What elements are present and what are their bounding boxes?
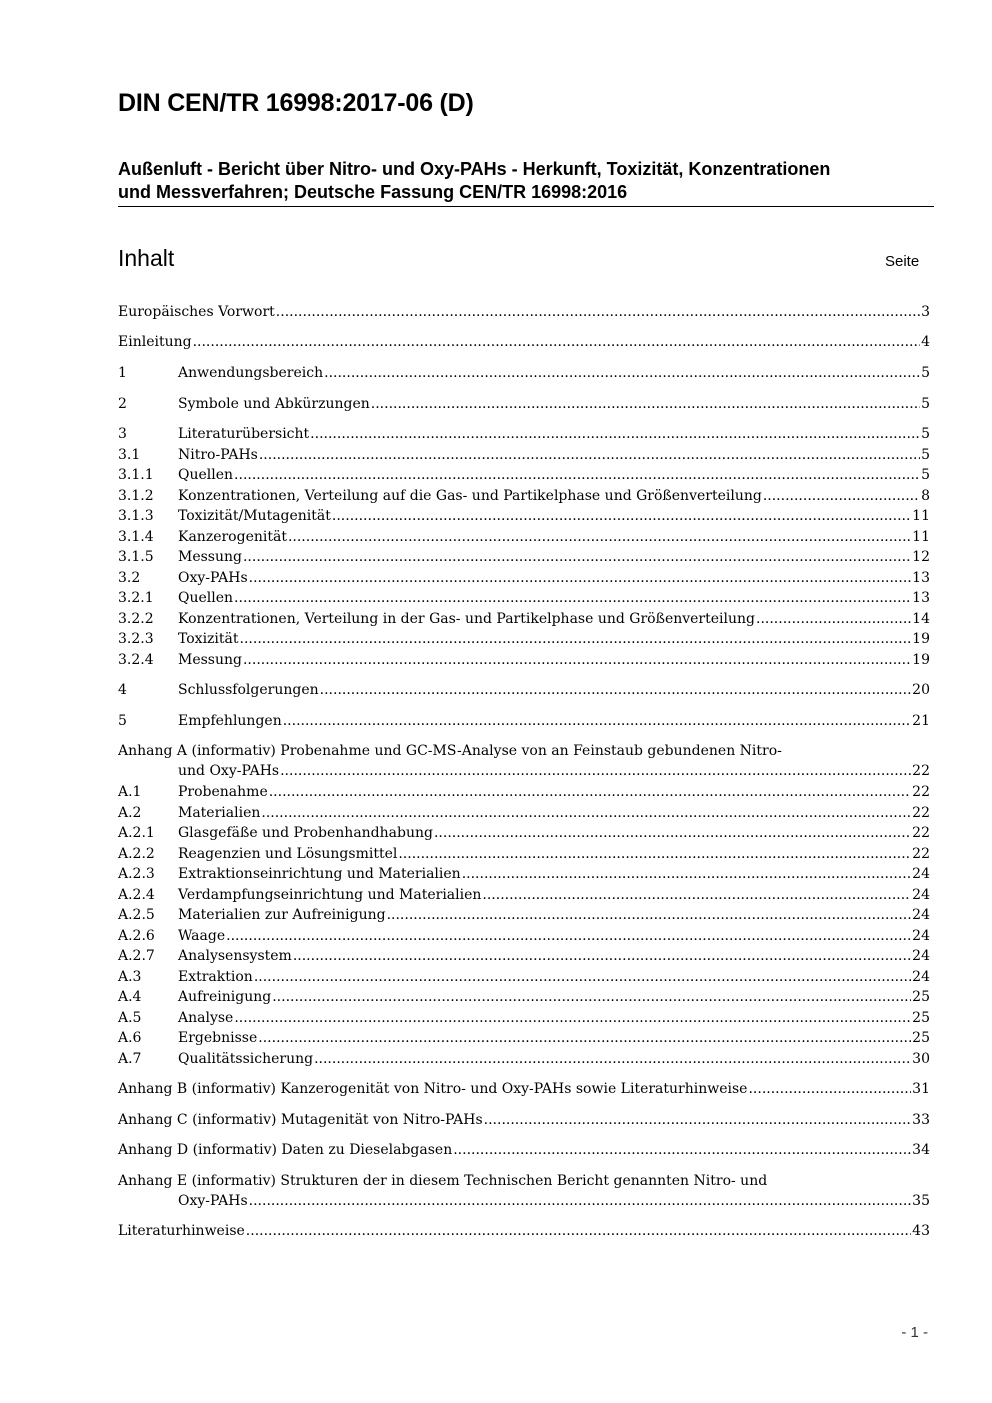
toc-entry-number: A.2.1	[118, 825, 155, 841]
toc-entry-title: Empfehlungen	[178, 713, 282, 729]
toc-leader-dots	[332, 506, 911, 526]
toc-entry-title: Schlussfolgerungen	[178, 682, 319, 698]
toc-entry-title: Ergebnisse	[178, 1030, 258, 1046]
toc-leader-dots	[234, 1008, 911, 1028]
toc-leader-dots	[259, 445, 920, 465]
toc-entry-number: 3.2.3	[118, 631, 154, 647]
toc-entry-title: Toxizität	[178, 631, 239, 647]
toc-entry[interactable]	[118, 1049, 930, 1069]
toc-leader-dots	[234, 465, 920, 485]
toc-entry[interactable]	[118, 1028, 930, 1048]
toc-entry[interactable]	[118, 394, 930, 414]
toc-entry-page: 21	[912, 713, 930, 729]
toc-entry-number: 3.1.2	[118, 488, 154, 504]
toc-entry-page: 24	[912, 907, 930, 923]
toc-entry-title: Analysensystem	[178, 948, 292, 964]
toc-entry-page: 25	[912, 1030, 930, 1046]
toc-entry-title: Messung	[178, 549, 242, 565]
toc-leader-dots	[254, 967, 911, 987]
toc-entry-title: Anhang C (informativ) Mutagenität von Nitro-PAHs	[118, 1112, 483, 1128]
toc-entry[interactable]	[118, 680, 930, 700]
toc-entry-page: 22	[912, 805, 930, 821]
toc-entry[interactable]	[118, 905, 930, 925]
toc-entry-title: Quellen	[178, 467, 234, 483]
toc-leader-dots	[484, 1110, 912, 1130]
toc-leader-dots	[387, 905, 912, 925]
toc-entry[interactable]	[118, 629, 930, 649]
toc-entry[interactable]	[118, 782, 930, 802]
toc-leader-dots	[276, 302, 920, 322]
toc-entry-title: Quellen	[178, 590, 234, 606]
toc-entry-page: 20	[912, 682, 930, 698]
toc-entry-page: 5	[921, 426, 930, 442]
toc-entry-title: Symbole und Abkürzungen	[178, 396, 370, 412]
toc-entry[interactable]	[118, 588, 930, 608]
toc-entry[interactable]	[118, 741, 930, 781]
toc-entry-page: 22	[912, 846, 930, 862]
toc-entry[interactable]	[118, 1221, 930, 1241]
toc-entry-page: 8	[921, 488, 930, 504]
toc-entry[interactable]	[118, 363, 930, 383]
toc-entry-title: Materialien zur Aufreinigung	[178, 907, 386, 923]
toc-leader-dots	[453, 1140, 911, 1160]
toc-entry[interactable]	[118, 568, 930, 588]
toc-entry-page: 14	[912, 611, 930, 627]
toc-entry-page: 22	[912, 825, 930, 841]
toc-entry-number: A.4	[118, 989, 142, 1005]
toc-entry-number: A.2.3	[118, 866, 155, 882]
toc-entry-number: A.6	[118, 1030, 142, 1046]
toc-leader-dots	[261, 803, 911, 823]
toc-entry[interactable]	[118, 1140, 930, 1160]
toc-leader-dots	[310, 424, 920, 444]
toc-entry-title: Materialien	[178, 805, 261, 821]
toc-entry-page: 5	[921, 447, 930, 463]
toc-entry-number: 2	[118, 396, 127, 412]
toc-entry-title-continued: Oxy-PAHs	[178, 1193, 248, 1209]
toc-heading: Inhalt	[118, 245, 175, 271]
toc-entry-number: A.2.6	[118, 928, 155, 944]
toc-entry-page: 12	[912, 549, 930, 565]
toc-entry-title: Anhang D (informativ) Daten zu Dieselabgasen	[118, 1142, 453, 1158]
toc-leader-dots	[249, 568, 912, 588]
toc-leader-dots	[240, 629, 912, 649]
toc-entry-page: 11	[912, 508, 930, 524]
document-subtitle	[118, 158, 938, 204]
toc-entry-page: 5	[921, 396, 930, 412]
toc-entry-page: 3	[921, 304, 930, 320]
toc-entry-title: Anwendungsbereich	[178, 365, 324, 381]
toc-entry[interactable]	[118, 967, 930, 987]
toc-entry-page: 5	[921, 467, 930, 483]
toc-leader-dots	[272, 987, 911, 1007]
toc-entry-title: Reagenzien und Lösungsmittel	[178, 846, 398, 862]
toc-leader-dots	[763, 486, 920, 506]
subtitle-line-2: und Messverfahren; Deutsche Fassung CEN/TR 16998:2016	[118, 182, 628, 202]
document-id: DIN CEN/TR 16998:2017-06 (D)	[118, 89, 474, 117]
toc-entry-title: Anhang A (informativ) Probenahme und GC-MS-Analyse von an Feinstaub gebundenen Nitro-	[118, 743, 782, 759]
toc-entry-number: 3.1.4	[118, 529, 154, 545]
toc-entry-page: 19	[912, 631, 930, 647]
toc-entry-title: Nitro-PAHs	[178, 447, 258, 463]
toc-entry[interactable]	[118, 885, 930, 905]
toc-entry-number: A.2.2	[118, 846, 155, 862]
toc-entry[interactable]	[118, 946, 930, 966]
toc-entry-page: 24	[912, 866, 930, 882]
toc-entry-title: Konzentrationen, Verteilung in der Gas- und Partikelphase und Größenverteilung	[178, 611, 755, 627]
toc-entry-page: 24	[912, 948, 930, 964]
toc-entry[interactable]	[118, 332, 930, 352]
toc-entry-title: Konzentrationen, Verteilung auf die Gas- und Partikelphase und Größenverteilung	[178, 488, 762, 504]
toc-entry-page: 35	[912, 1193, 930, 1209]
toc-entry-page: 34	[912, 1142, 930, 1158]
toc-entry[interactable]	[118, 445, 930, 465]
toc-entry[interactable]	[118, 424, 930, 444]
toc-entry-title: Kanzerogenität	[178, 529, 287, 545]
toc-leader-dots	[246, 1221, 911, 1241]
toc-entry-title: Anhang E (informativ) Strukturen der in diesem Technischen Bericht genannten Nitro- und	[118, 1173, 768, 1189]
toc-entry-page: 4	[921, 334, 930, 350]
toc-entry[interactable]	[118, 1171, 930, 1211]
toc-leader-dots	[269, 782, 911, 802]
toc-entry[interactable]	[118, 506, 930, 526]
toc-entry-title: Literaturübersicht	[178, 426, 310, 442]
toc-leader-dots	[314, 1049, 911, 1069]
toc-entry-title: Extraktionseinrichtung und Materialien	[178, 866, 461, 882]
toc-entry-number: A.2	[118, 805, 142, 821]
toc-entry-number: A.1	[118, 784, 142, 800]
toc-entry-number: A.5	[118, 1010, 142, 1026]
toc-entry-title: Toxizität/Mutagenität	[178, 508, 331, 524]
toc-page-column-label: Seite	[885, 253, 920, 270]
toc-leader-dots	[371, 394, 920, 414]
toc-entry-page: 30	[912, 1051, 930, 1067]
toc-entry-page: 19	[912, 652, 930, 668]
toc-entry-number: 3	[118, 426, 127, 442]
toc-entry-page: 22	[912, 784, 930, 800]
header-divider	[118, 206, 934, 207]
toc-entry[interactable]	[118, 465, 930, 485]
toc-entry-title: Europäisches Vorwort	[118, 304, 275, 320]
toc-entry-number: 3.2.1	[118, 590, 154, 606]
toc-leader-dots	[748, 1079, 911, 1099]
toc-leader-dots	[193, 332, 921, 352]
toc-entry-page: 24	[912, 928, 930, 944]
toc-entry-number: 3.2.2	[118, 611, 154, 627]
toc-entry-number: 4	[118, 682, 127, 698]
toc-entry-page: 13	[912, 590, 930, 606]
toc-leader-dots	[249, 1191, 912, 1211]
toc-entry-number: 3.2.4	[118, 652, 154, 668]
toc-leader-dots	[243, 650, 911, 670]
toc-entry-number: A.7	[118, 1051, 142, 1067]
toc-entry[interactable]	[118, 486, 930, 506]
toc-entry-number: 5	[118, 713, 127, 729]
toc-leader-dots	[293, 946, 911, 966]
toc-entry-title: Waage	[178, 928, 226, 944]
toc-leader-dots	[756, 609, 911, 629]
toc-entry-page: 31	[912, 1081, 930, 1097]
toc-entry-page: 13	[912, 570, 930, 586]
toc-entry[interactable]	[118, 547, 930, 567]
toc-entry-page: 33	[912, 1112, 930, 1128]
toc-entry-title: Glasgefäße und Probenhandhabung	[178, 825, 433, 841]
toc-entry-title: Oxy-PAHs	[178, 570, 248, 586]
toc-entry-page: 5	[921, 365, 930, 381]
toc-entry-page: 22	[912, 763, 930, 779]
toc-leader-dots	[398, 844, 911, 864]
toc-entry[interactable]	[118, 711, 930, 731]
toc-entry[interactable]	[118, 650, 930, 670]
toc-entry-page: 25	[912, 989, 930, 1005]
toc-entry-title: Extraktion	[178, 969, 253, 985]
toc-entry-title: Literaturhinweise	[118, 1223, 245, 1239]
toc-entry[interactable]	[118, 864, 930, 884]
toc-entry[interactable]	[118, 926, 930, 946]
toc-entry[interactable]	[118, 803, 930, 823]
toc-leader-dots	[288, 527, 911, 547]
toc-leader-dots	[462, 864, 911, 884]
toc-entry-number: 1	[118, 365, 127, 381]
toc-leader-dots	[482, 885, 911, 905]
toc-entry-number: A.2.5	[118, 907, 155, 923]
toc-entry-number: 3.1.5	[118, 549, 154, 565]
toc-entry[interactable]	[118, 844, 930, 864]
toc-entry-page: 43	[912, 1223, 930, 1239]
toc-leader-dots	[434, 823, 911, 843]
toc-entry-page: 25	[912, 1010, 930, 1026]
toc-entry-title: Aufreinigung	[178, 989, 272, 1005]
toc-entry-number: A.3	[118, 969, 142, 985]
toc-leader-dots	[243, 547, 911, 567]
subtitle-line-1: Außenluft - Bericht über Nitro- und Oxy-PAHs - Herkunft, Toxizität, Konzentrationen	[118, 159, 831, 179]
toc-leader-dots	[283, 711, 911, 731]
toc-leader-dots	[320, 680, 912, 700]
toc-entry-number: A.2.7	[118, 948, 155, 964]
toc-entry-number: 3.2	[118, 570, 141, 586]
toc-entry-title-continued: und Oxy-PAHs	[178, 763, 280, 779]
toc-entry-title: Probenahme	[178, 784, 268, 800]
toc-entry[interactable]	[118, 987, 930, 1007]
toc-entry-page: 24	[912, 969, 930, 985]
toc-leader-dots	[324, 363, 920, 383]
toc-entry[interactable]	[118, 527, 930, 547]
toc-entry-number: A.2.4	[118, 887, 155, 903]
toc-entry-number: 3.1.3	[118, 508, 154, 524]
toc-leader-dots	[234, 588, 911, 608]
toc-entry-title: Messung	[178, 652, 242, 668]
toc-entry-title: Analyse	[178, 1010, 234, 1026]
toc-entry-page: 24	[912, 887, 930, 903]
toc-entry-number: 3.1	[118, 447, 141, 463]
toc-entry-page: 11	[912, 529, 930, 545]
page-number: - 1 -	[901, 1324, 928, 1341]
toc-entry[interactable]	[118, 302, 930, 322]
toc-entry-title: Einleitung	[118, 334, 192, 350]
toc-leader-dots	[280, 761, 911, 781]
toc-entry[interactable]	[118, 823, 930, 843]
toc-entry[interactable]	[118, 1110, 930, 1130]
toc-entry[interactable]	[118, 609, 930, 629]
toc-leader-dots	[258, 1028, 911, 1048]
toc-entry-title: Anhang B (informativ) Kanzerogenität von Nitro- und Oxy-PAHs sowie Literaturhinweise	[118, 1081, 748, 1097]
toc-entry-title: Qualitätssicherung	[178, 1051, 314, 1067]
toc-entry[interactable]	[118, 1008, 930, 1028]
toc-entry[interactable]	[118, 1079, 930, 1099]
toc-entry-number: 3.1.1	[118, 467, 154, 483]
toc-leader-dots	[226, 926, 911, 946]
toc-entry-title: Verdampfungseinrichtung und Materialien	[178, 887, 482, 903]
